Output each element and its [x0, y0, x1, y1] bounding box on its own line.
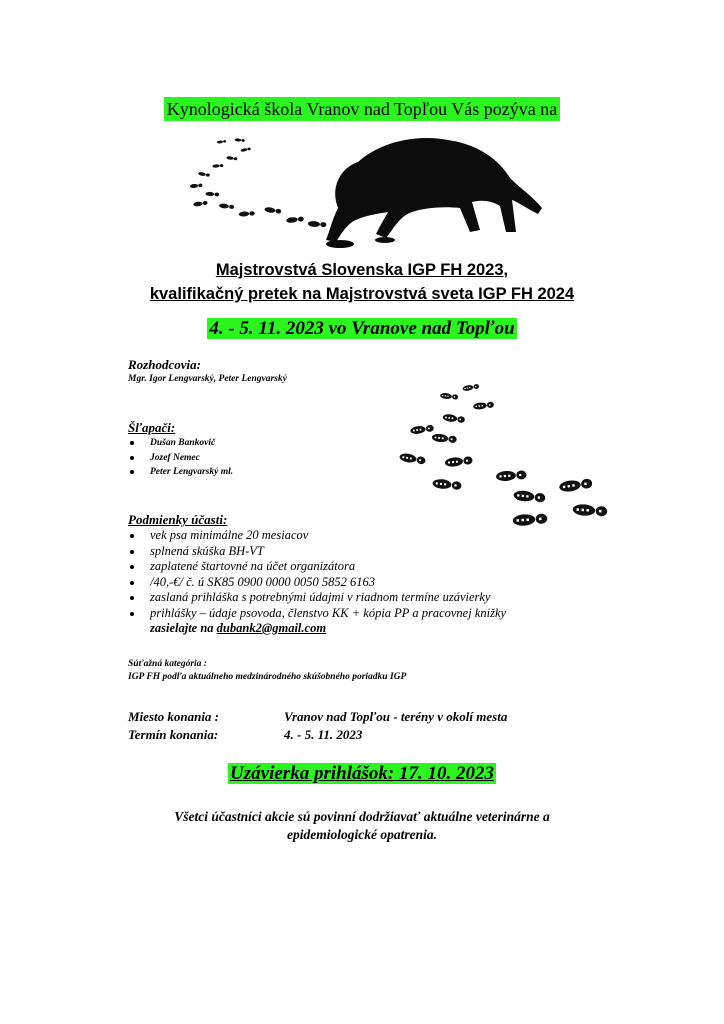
tracklayers-heading: Šľapači: — [128, 420, 176, 435]
health-notice — [0, 808, 724, 844]
category-section — [128, 658, 406, 684]
deadline-banner — [0, 762, 724, 786]
tracking-dog-illustration — [180, 128, 550, 250]
event-title-line2: kvalifikačný pretek na Majstrovstvá sveta IGP FH 2024 — [149, 285, 575, 303]
conditions-section — [128, 512, 506, 637]
venue-date-row — [128, 726, 507, 744]
venue-section — [128, 708, 507, 744]
notice-line1: Všetci účastníci akcie sú povinní dodržiavať aktuálne veterinárne a — [174, 809, 550, 824]
venue-date-value: 4. - 5. 11. 2023 — [284, 727, 363, 742]
invitation-text: Kynologická škola Vranov nad Topľou Vás pozýva na — [164, 97, 560, 121]
list-item: zaslaná prihláška s potrebnými údajmi v riadnom termíne uzávierky — [128, 590, 506, 606]
venue-place-value: Vranov nad Topľou - terény v okolí mesta — [284, 709, 508, 724]
email-link[interactable]: dubank2@gmail.com — [216, 621, 327, 635]
list-item: prihlášky – údaje psovoda, členstvo KK + kópia PP a pracovnej knižky — [128, 606, 506, 622]
category-text: IGP FH podľa aktuálneho medzinárodného skúšobného poriadku IGP — [128, 672, 407, 682]
judges-section — [128, 357, 287, 386]
list-item: Jozef Nemec — [128, 451, 233, 466]
judges-heading: Rozhodcovia: — [128, 357, 201, 372]
dog-silhouette-icon — [326, 138, 542, 248]
list-item: splnená skúška BH-VT — [128, 544, 506, 560]
deadline-text: Uzávierka prihlášok: 17. 10. 2023 — [230, 763, 494, 784]
tracklayers-section — [128, 420, 233, 480]
venue-place-row — [128, 708, 507, 726]
venue-place-label: Miesto konania : — [128, 709, 220, 724]
venue-date-label: Termín konania: — [128, 727, 219, 742]
event-date-text: 4. - 5. 11. 2023 vo Vranove nad Topľou — [209, 318, 515, 339]
send-to-line — [128, 621, 506, 637]
list-item: zaplatené štartovné na účet organizátora — [128, 559, 506, 575]
list-item: Dušan Bankovič — [128, 436, 233, 451]
list-item: /40,-€/ č. ú SK85 0900 0000 0050 5852 6163 — [128, 575, 506, 591]
event-title — [0, 258, 724, 306]
judges-names: Mgr. Igor Lengvarský, Peter Lengvarský — [128, 374, 287, 384]
conditions-list — [128, 528, 506, 637]
tracklayers-list — [128, 436, 233, 480]
category-heading: Súťažná kategória : — [128, 659, 207, 669]
list-item: vek psa minimálne 20 mesiacov — [128, 528, 506, 544]
notice-line2: epidemiologické opatrenia. — [287, 827, 437, 842]
send-to-label: zasielajte na — [150, 621, 217, 635]
event-title-line1: Majstrovstvá Slovenska IGP FH 2023, — [215, 261, 509, 279]
invitation-line — [0, 98, 724, 120]
footprint-trail-icon — [190, 138, 327, 228]
list-item: Peter Lengvarský ml. — [128, 465, 233, 480]
conditions-heading: Podmienky účasti: — [128, 512, 228, 527]
event-date-banner — [0, 317, 724, 341]
shoe-print-trail-icon — [399, 383, 608, 526]
